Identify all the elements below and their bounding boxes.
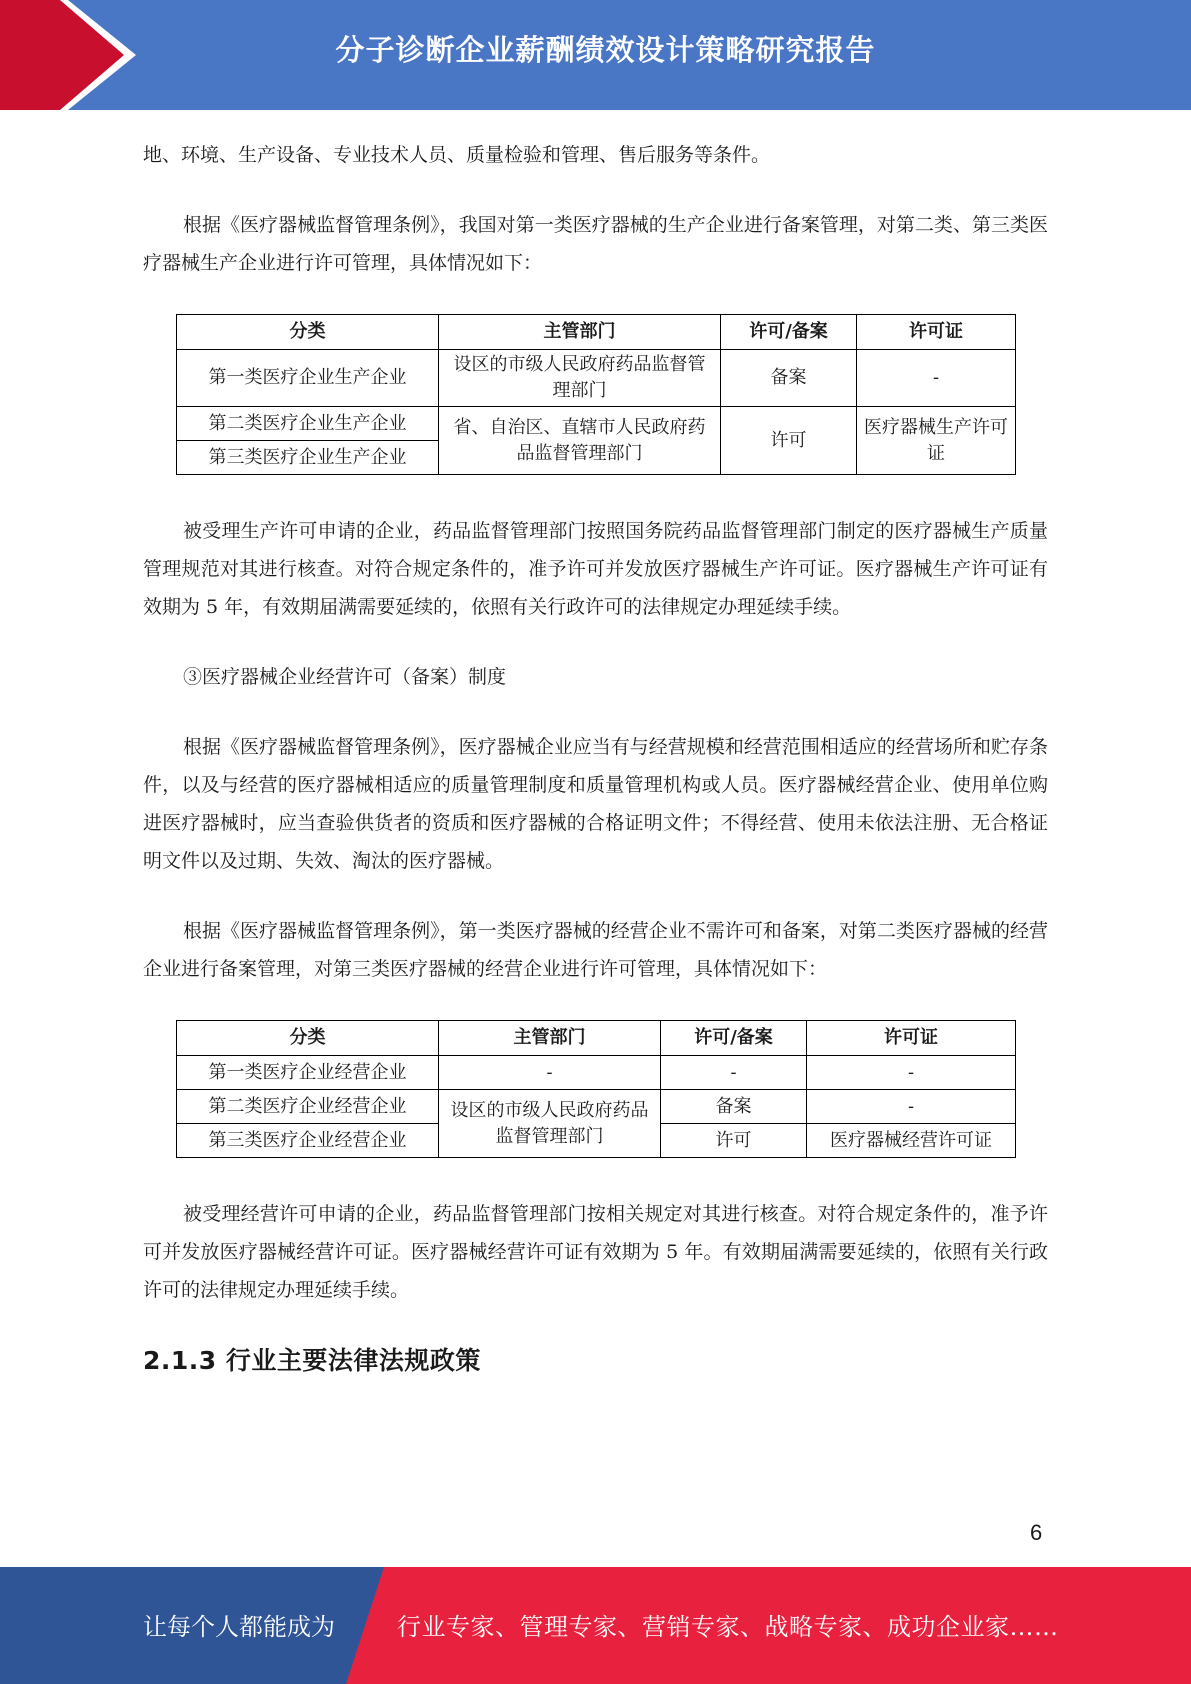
table-cell: 第三类医疗企业生产企业 <box>177 441 439 475</box>
table-header-row <box>177 1021 1016 1056</box>
table-cell: 第三类医疗企业经营企业 <box>177 1124 439 1158</box>
paragraph-4: ③医疗器械企业经营许可（备案）制度 <box>183 666 507 688</box>
table-cell: 备案 <box>721 350 857 407</box>
footer-slogan-left: 让每个人都能成为 <box>143 1613 335 1641</box>
header-department: 主管部门 <box>439 315 721 350</box>
table-cell: - <box>857 350 1016 407</box>
header-category: 分类 <box>177 1021 439 1056</box>
paragraph-2: 根据《医疗器械监督管理条例》，我国对第一类医疗器械的生产企业进行备案管理，对第二类、第三类医疗器械生产企业进行许可管理，具体情况如下： <box>143 214 1048 274</box>
table-cell: 医疗器械经营许可证 <box>807 1124 1016 1158</box>
table-cell: 许可 <box>661 1124 807 1158</box>
paragraph-3: 被受理生产许可申请的企业，药品监督管理部门按照国务院药品监督管理部门制定的医疗器械生产质量管理规范对其进行核查。对符合规定条件的，准予许可并发放医疗器械生产许可证。医疗器械生产许可证有效期为 5 年，有效期届满需要延续的，依照有关行政许可的法律规定办理延续手续。 <box>143 520 1048 618</box>
header-certificate: 许可证 <box>857 315 1016 350</box>
paragraph-1: 地、环境、生产设备、专业技术人员、质量检验和管理、售后服务等条件。 <box>143 144 771 166</box>
table-cell: 第二类医疗企业经营企业 <box>177 1090 439 1124</box>
table-cell: 第一类医疗企业生产企业 <box>177 350 439 407</box>
table-cell: - <box>807 1090 1016 1124</box>
main-content <box>143 136 1048 1377</box>
report-title: 分子诊断企业薪酬绩效设计策略研究报告 <box>335 33 876 67</box>
table-header-row <box>177 315 1016 350</box>
paragraph-6: 根据《医疗器械监督管理条例》，第一类医疗器械的经营企业不需许可和备案，对第二类医疗器械的经营企业进行备案管理，对第三类医疗器械的经营企业进行许可管理，具体情况如下： <box>143 920 1048 980</box>
table-cell: - <box>661 1056 807 1090</box>
table-cell: - <box>439 1056 661 1090</box>
table-cell-merged: 许可 <box>721 407 857 475</box>
table-row <box>177 1090 1016 1124</box>
table-row <box>177 407 1016 441</box>
table-cell: - <box>807 1056 1016 1090</box>
header-license-type: 许可/备案 <box>721 315 857 350</box>
table-row <box>177 1056 1016 1090</box>
page-number: 6 <box>1030 1520 1043 1545</box>
production-license-table <box>176 314 1016 475</box>
table-cell-merged: 省、自治区、直辖市人民政府药品监督管理部门 <box>439 407 721 475</box>
header-license-type: 许可/备案 <box>661 1021 807 1056</box>
table-cell-merged: 设区的市级人民政府药品监督管理部门 <box>439 1090 661 1158</box>
section-heading: 2.1.3 行业主要法律法规政策 <box>143 1346 481 1375</box>
paragraph-5: 根据《医疗器械监督管理条例》，医疗器械企业应当有与经营规模和经营范围相适应的经营场所和贮存条件，以及与经营的医疗器械相适应的质量管理制度和质量管理机构或人员。医疗器械经营企业、使用单位购进医疗器械时，应当查验供货者的资质和医疗器械的合格证明文件；不得经营、使用未依法注册、无合格证明文件以及过期、失效、淘汰的医疗器械。 <box>143 736 1048 872</box>
operation-license-table <box>176 1020 1016 1158</box>
table-cell-merged: 医疗器械生产许可证 <box>857 407 1016 475</box>
table-cell: 备案 <box>661 1090 807 1124</box>
header-category: 分类 <box>177 315 439 350</box>
table-row <box>177 350 1016 407</box>
paragraph-7: 被受理经营许可申请的企业，药品监督管理部门按相关规定对其进行核查。对符合规定条件的，准予许可并发放医疗器械经营许可证。医疗器械经营许可证有效期为 5 年。有效期届满需要延续的，依照有关行政许可的法律规定办理延续手续。 <box>143 1203 1048 1301</box>
page-header <box>0 0 1191 110</box>
header-department: 主管部门 <box>439 1021 661 1056</box>
table-cell: 设区的市级人民政府药品监督管理部门 <box>439 350 721 407</box>
table-cell: 第一类医疗企业经营企业 <box>177 1056 439 1090</box>
footer-slogan-right: 行业专家、管理专家、营销专家、战略专家、成功企业家…… <box>397 1613 1059 1641</box>
page-footer <box>0 1567 1191 1684</box>
table-cell: 第二类医疗企业生产企业 <box>177 407 439 441</box>
header-certificate: 许可证 <box>807 1021 1016 1056</box>
